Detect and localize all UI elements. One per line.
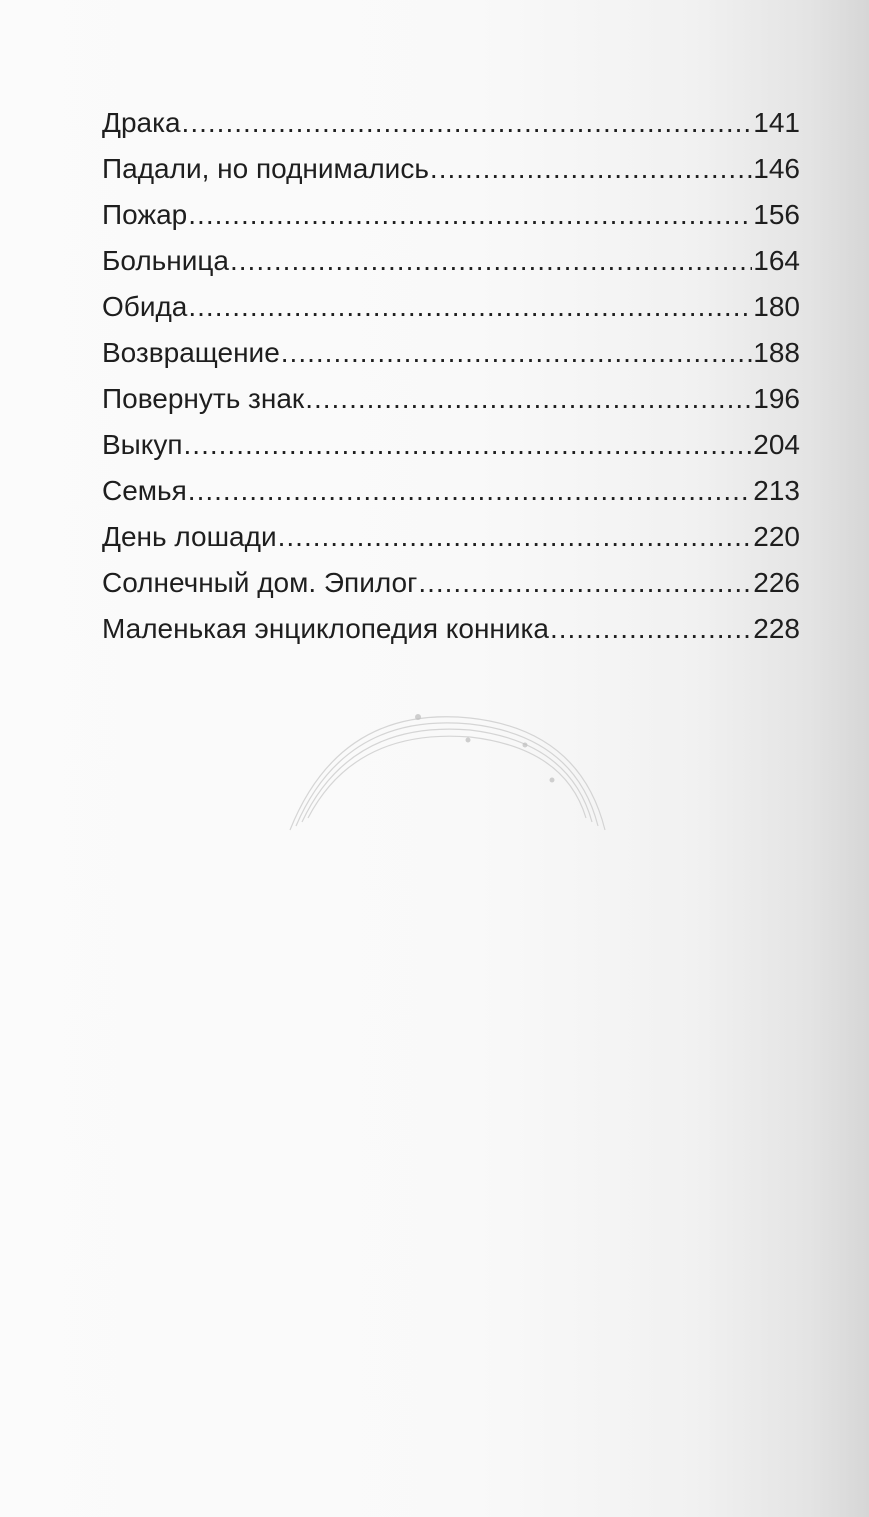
toc-entry-page: 156 bbox=[753, 199, 800, 230]
dot-leader bbox=[430, 146, 752, 192]
toc-entry-page: 226 bbox=[753, 567, 800, 598]
toc-entry-title: Пожар bbox=[102, 199, 188, 230]
toc-entry-page: 141 bbox=[753, 107, 800, 138]
toc-entry-title: Семья bbox=[102, 475, 187, 506]
toc-entry-page: 213 bbox=[753, 475, 800, 506]
dot-leader bbox=[278, 514, 753, 560]
toc-entry-page: 204 bbox=[753, 429, 800, 460]
dot-leader bbox=[418, 560, 752, 606]
toc-entry bbox=[102, 146, 800, 192]
toc-entry-title: Выкуп bbox=[102, 429, 183, 460]
toc-entry-page: 164 bbox=[753, 245, 800, 276]
toc-entry-title: День лошади bbox=[102, 521, 277, 552]
dot-leader bbox=[230, 238, 752, 284]
toc-entry-page: 180 bbox=[753, 291, 800, 322]
toc-entry-title: Больница bbox=[102, 245, 229, 276]
toc-entry-title: Драка bbox=[102, 107, 181, 138]
toc-entry-page: 228 bbox=[753, 613, 800, 644]
toc-entry-title: Солнечный дом. Эпилог bbox=[102, 567, 418, 598]
toc-entry bbox=[102, 606, 800, 652]
toc-entry bbox=[102, 422, 800, 468]
toc-entry-page: 146 bbox=[753, 153, 800, 184]
toc-entry-title: Маленькая энциклопедия конника bbox=[102, 613, 549, 644]
toc-entry bbox=[102, 514, 800, 560]
dot-leader bbox=[281, 330, 753, 376]
toc-entry bbox=[102, 284, 800, 330]
toc-entry bbox=[102, 192, 800, 238]
toc-entry-title: Повернуть знак bbox=[102, 383, 305, 414]
table-of-contents bbox=[102, 100, 800, 652]
dot-leader bbox=[182, 100, 753, 146]
dot-leader bbox=[550, 606, 752, 652]
toc-entry bbox=[102, 238, 800, 284]
toc-entry bbox=[102, 376, 800, 422]
dot-leader bbox=[188, 284, 752, 330]
toc-entry-page: 196 bbox=[753, 383, 800, 414]
dot-leader bbox=[184, 422, 753, 468]
toc-entry bbox=[102, 560, 800, 606]
toc-entry bbox=[102, 100, 800, 146]
toc-entry-title: Возвращение bbox=[102, 337, 280, 368]
toc-entry bbox=[102, 330, 800, 376]
toc-entry-title: Обида bbox=[102, 291, 188, 322]
toc-entry-page: 220 bbox=[753, 521, 800, 552]
dot-leader bbox=[305, 376, 752, 422]
dot-leader bbox=[188, 192, 752, 238]
toc-entry bbox=[102, 468, 800, 514]
toc-entry-title: Падали, но поднимались bbox=[102, 153, 429, 184]
dot-leader bbox=[188, 468, 752, 514]
toc-entry-page: 188 bbox=[753, 337, 800, 368]
